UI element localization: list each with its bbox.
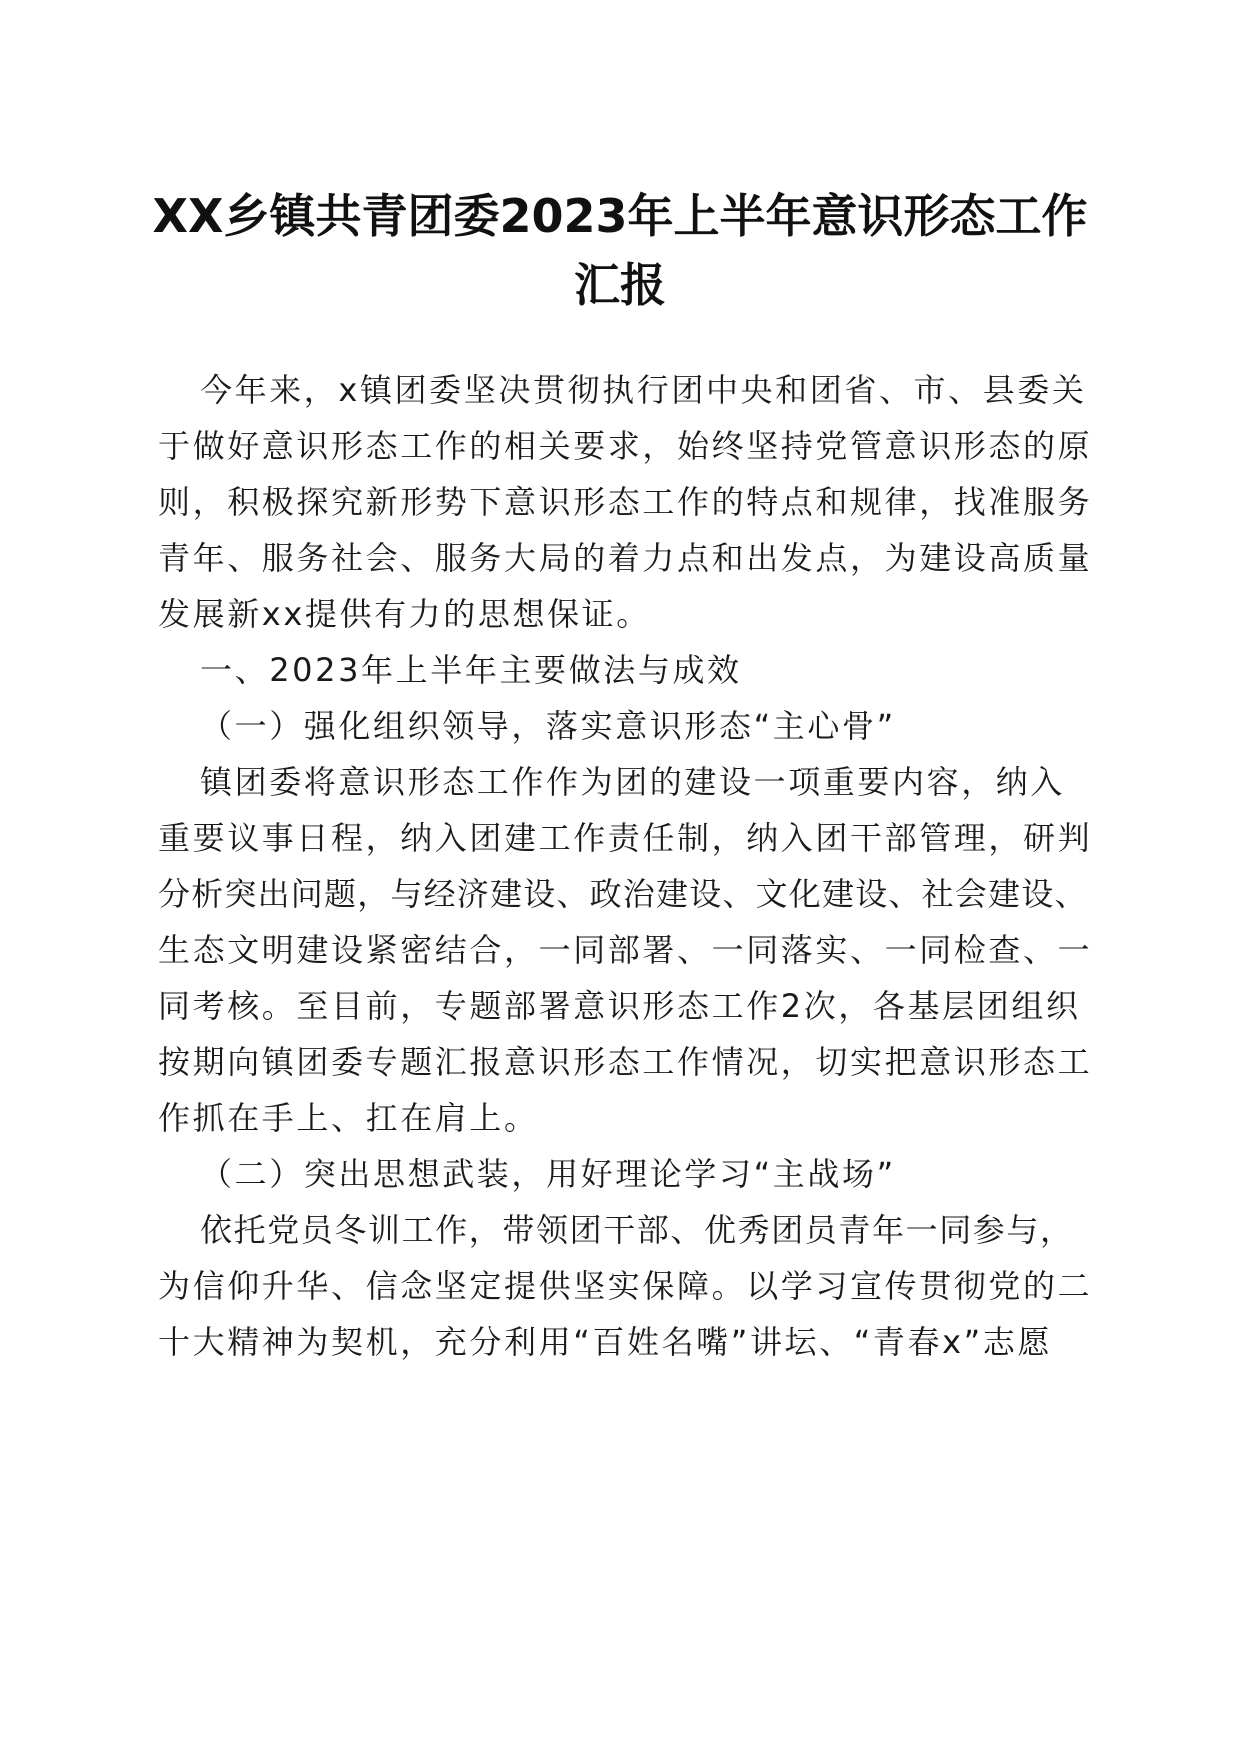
paragraph-line: 分析突出问题，与经济建设、政治建设、文化建设、社会建设、	[158, 875, 1088, 913]
paragraph-line: 按期向镇团委专题汇报意识形态工作情况，切实把意识形态工	[158, 1043, 1093, 1081]
subsection-heading: （二）突出思想武装，用好理论学习“主战场”	[200, 1155, 896, 1193]
section-heading: 一、2023年上半年主要做法与成效	[200, 651, 742, 689]
paragraph-line: 作抓在手上、扛在肩上。	[158, 1099, 539, 1137]
paragraph-line: 于做好意识形态工作的相关要求，始终坚持党管意识形态的原	[158, 427, 1093, 465]
paragraph-line: 生态文明建设紧密结合，一同部署、一同落实、一同检查、一	[158, 931, 1093, 969]
paragraph-line: 同考核。至目前，专题部署意识形态工作2次，各基层团组织	[158, 987, 1081, 1025]
paragraph-line: 发展新xx提供有力的思想保证。	[158, 595, 651, 633]
document-title-line-2: 汇报	[574, 258, 666, 312]
paragraph-line: 青年、服务社会、服务大局的着力点和出发点，为建设高质量	[158, 539, 1093, 577]
paragraph-line: 为信仰升华、信念坚定提供坚实保障。以学习宣传贯彻党的二	[158, 1267, 1093, 1305]
subsection-heading: （一）强化组织领导，落实意识形态“主心骨”	[200, 707, 896, 745]
document-title-line-1: XX乡镇共青团委2023年上半年意识形态工作	[152, 189, 1088, 243]
paragraph-line: 重要议事日程，纳入团建工作责任制，纳入团干部管理，研判	[158, 819, 1093, 857]
paragraph-line: 今年来，x镇团委坚决贯彻执行团中央和团省、市、县委关	[200, 371, 1087, 409]
paragraph-line: 依托党员冬训工作，带领团干部、优秀团员青年一同参与，	[200, 1211, 1074, 1249]
paragraph-line: 十大精神为契机，充分利用“百姓名嘴”讲坛、“青春x”志愿	[158, 1323, 1053, 1361]
paragraph-line: 镇团委将意识形态工作作为团的建设一项重要内容，纳入	[200, 763, 1066, 801]
paragraph-line: 则，积极探究新形势下意识形态工作的特点和规律，找准服务	[158, 483, 1093, 521]
